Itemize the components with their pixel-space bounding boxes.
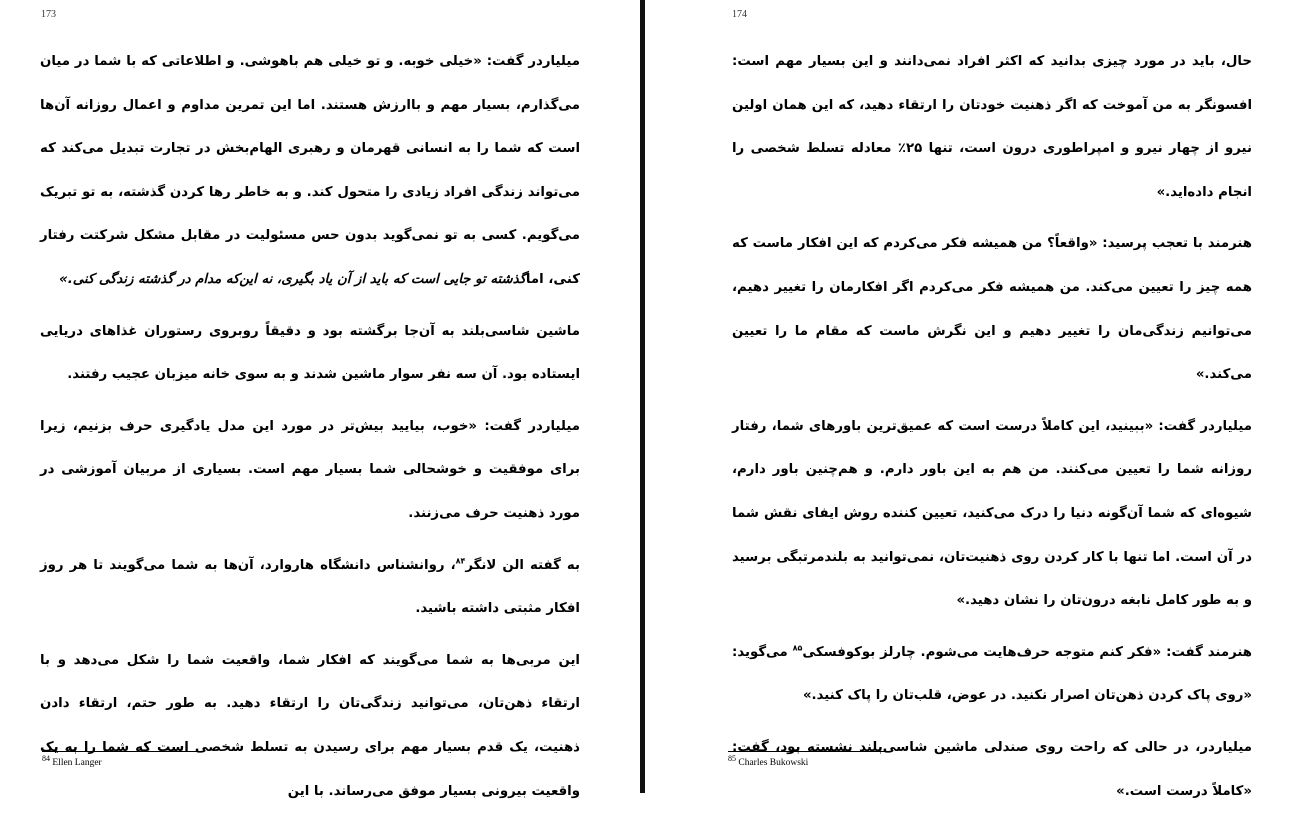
paragraph: میلیاردر گفت: «ببینید، این کاملاً درست است که عمیق‌ترین باورهای شما، رفتار روزانه شما را تعیین می‌کنند. من هم به این باور دارم. و هم‌چنین باور دارم، شیوه‌ای که شما آن‌گونه دنیا را درک می‌کنید، تعیین کننده روش ایفای نقش شما در آن است. اما تنها با کار کردن روی ذهنیت‌تان، نمی‌توانید به بلندمرتبگی برسید و به طور کامل نابغه درون‌تان را نشان دهید.» bbox=[732, 418, 1252, 609]
paragraph: این مربی‌ها به شما می‌گویند که افکار شما، واقعیت شما را شکل می‌دهد و با ارتقاء ذهن‌تان، می‌توانید زندگی‌تان را ارتقاء دهید. به طور حتم، ارتقاء دادن ذهنیت، یک قدم بسیار مهم برای رسیدن به تسلط شخصی است که شما را به یک واقعیت بیرونی بسیار موفق می‌رساند. با این bbox=[40, 652, 580, 799]
footnote bbox=[728, 753, 809, 768]
paragraph: هنرمند با تعجب پرسید: «واقعاً؟ من همیشه فکر می‌کردم که این افکار ماست که همه چیز را تعیین می‌کند. من همیشه فکر می‌کردم اگر افکارمان را تغییر دهیم، می‌توانیم زندگی‌مان را تغییر دهیم و این نگرش ماست که مقام ما را تعیین می‌کند.» bbox=[732, 236, 1252, 383]
page-body bbox=[732, 40, 1252, 813]
page-number: 174 bbox=[732, 9, 747, 20]
paragraph-text: می‌گوید: «روی پاک کردن ذهن‌تان اصرار نکنید. در عوض، قلب‌تان را پاک کنید.» bbox=[732, 644, 1252, 704]
paragraph: حال، باید در مورد چیزی بدانید که اکثر افراد نمی‌دانند و این بسیار مهم است: افسونگر به من آموخت که اگر ذهنیت خودتان را ارتقاء دهید، که این همان اولین نیرو از چهار نیرو و امپراطوری درون است، تنها ۲۵٪ معادله تسلط شخصی را انجام داده‌اید.» bbox=[732, 54, 1252, 200]
paragraph bbox=[40, 40, 580, 302]
footnote-rule bbox=[728, 751, 890, 752]
paragraph: میلیاردر، در حالی که راحت روی صندلی ماشین شاسی‌بلند نشسته بود، گفت: «کاملاً درست است.» bbox=[732, 739, 1252, 799]
page-number: 173 bbox=[41, 9, 56, 20]
page-divider bbox=[640, 0, 645, 793]
paragraph: میلیاردر گفت: «خوب، بیایید بیش‌تر در مورد این مدل یادگیری حرف بزنیم، زیرا برای موفقیت و خوشحالی شما بسیار مهم است. بسیاری از مربیان آموزشی در مورد ذهنیت حرف می‌زنند. bbox=[40, 418, 580, 521]
paragraph-text: به گفته الن لانگر bbox=[465, 557, 580, 573]
paragraph bbox=[40, 544, 580, 631]
paragraph-text: ، روانشناس دانشگاه هاروارد، آن‌ها به شما می‌گویند تا هر روز افکار مثبتی داشته باشید. bbox=[40, 557, 580, 617]
paragraph-text: هنرمند گفت: «فکر کنم متوجه حرف‌هایت می‌شوم. چارلز بوکوفسکی bbox=[802, 644, 1252, 660]
paragraph: ماشین شاسی‌بلند به آن‌جا برگشته بود و دقیقاً روبروی رستوران غذاهای دریایی ایستاده بود. آن سه نفر سوار ماشین شدند و به سوی خانه میزبان عجیب رفتند. bbox=[40, 323, 580, 383]
footnote-text: Ellen Langer bbox=[52, 758, 102, 768]
italic-quote: گذشته تو جایی است که باید از آن یاد بگیری، نه این‌که مدام در گذشته زندگی کنی.» bbox=[59, 271, 526, 287]
left-page bbox=[0, 0, 640, 799]
footnote-reference[interactable]: ۸۴ bbox=[455, 556, 466, 566]
paragraph-text: میلیاردر گفت: «خیلی خوبه. و تو خیلی هم باهوشی. و اطلاعاتی که با شما در میان می‌گذارم، بسیار مهم و باارزش هستند. اما این تمرین مداوم و اعمال روزانه آن‌ها است که شما را به انسانی قهرمان و رهبری الهام‌بخش در تجارت تبدیل می‌کند که می‌تواند زندگی افراد زیادی را متحول کند. و به خاطر رها کردن گذشته، به تو تبریک می‌گویم. کسی به تو نمی‌گوید بدون حس مسئولیت در مقابل مشکل شرکتت رفتار کنی، اما bbox=[40, 54, 580, 287]
footnote-number: 84 bbox=[42, 753, 50, 763]
footnote-number: 85 bbox=[728, 753, 736, 763]
footnote-reference[interactable]: ۸۵ bbox=[792, 643, 803, 653]
footnote-text: Charles Bukowski bbox=[738, 758, 809, 768]
right-page bbox=[650, 0, 1300, 799]
page-body bbox=[40, 40, 580, 813]
footnote bbox=[42, 753, 102, 768]
footnote-rule bbox=[42, 751, 204, 752]
paragraph bbox=[732, 631, 1252, 718]
